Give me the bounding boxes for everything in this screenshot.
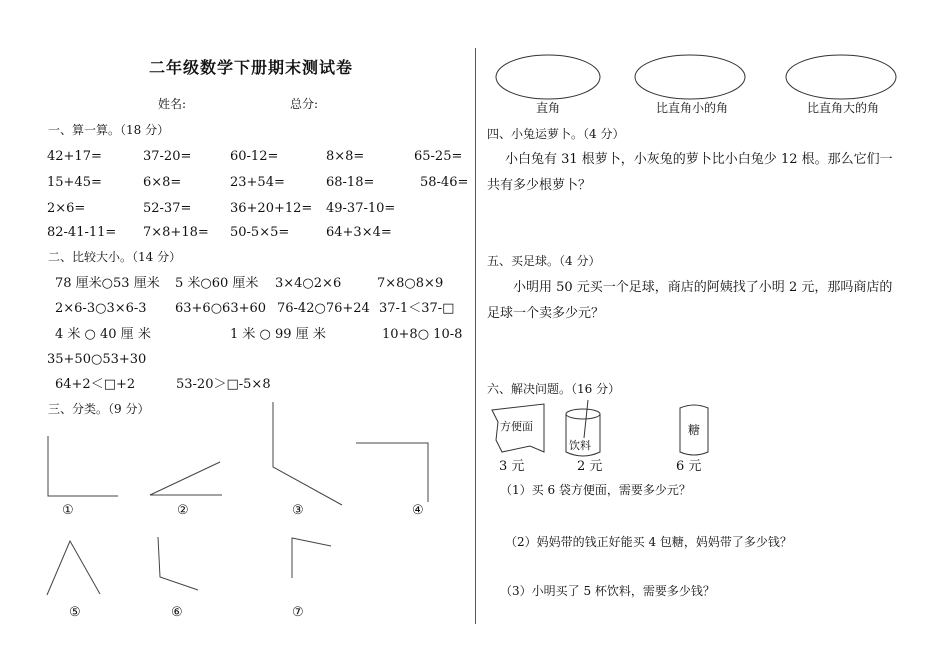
section5-text-line1: 小明用 50 元买一个足球，商店的阿姨找了小明 2 元，那吗商店的 <box>513 280 893 295</box>
section4-text-line2: 共有多少根萝卜？ <box>487 178 592 193</box>
compare-item: 7×8○8×9 <box>377 276 444 291</box>
angle-figure-7 <box>292 538 331 578</box>
score-label: 总分: <box>290 97 319 111</box>
candy-label: 糖 <box>688 423 701 437</box>
compare-item: 64+2＜□+2 <box>55 377 136 392</box>
question-1: （1）买 6 袋方便面，需要多少元？ <box>500 483 691 497</box>
oval-right-angle <box>496 55 600 99</box>
calc-item: 82-41-11= <box>47 225 117 240</box>
calc-item: 58-46= <box>420 175 469 190</box>
section4-heading: 四、小兔运萝卜。（4 分） <box>487 127 625 141</box>
angle-figure-6 <box>158 537 198 590</box>
angle-figure-1 <box>48 436 118 496</box>
compare-item: 53-20＞□-5×8 <box>176 377 271 392</box>
noodle-label: 方便面 <box>500 420 533 433</box>
figure-label-3: ③ <box>292 503 304 518</box>
angle-figure-3 <box>273 402 342 505</box>
compare-item: 78 厘米○53 厘米 <box>55 276 160 291</box>
section1-heading: 一、算一算。（18 分） <box>48 123 170 137</box>
candy-price: 6 元 <box>676 459 702 474</box>
figure-label-5: ⑤ <box>69 605 81 620</box>
section6-heading: 六、解决问题。（16 分） <box>487 382 621 396</box>
page-title: 二年级数学下册期末测试卷 <box>149 58 354 77</box>
compare-item: 3×4○2×6 <box>275 276 342 291</box>
compare-item: 63+6○63+60 <box>175 301 267 316</box>
calc-item: 49-37-10= <box>326 201 396 216</box>
section3-heading: 三、分类。（9 分） <box>48 402 150 416</box>
compare-item: 10+8○ 10-8 <box>382 327 463 342</box>
drink-label: 饮料 <box>569 439 591 452</box>
calc-item: 42+17= <box>47 149 102 164</box>
section5-text-line2: 足球一个卖多少元？ <box>487 306 605 321</box>
figure-label-7: ⑦ <box>292 605 304 620</box>
figure-label-2: ② <box>177 503 189 518</box>
section4-text-line1: 小白兔有 31 根萝卜，小灰兔的萝卜比小白兔少 12 根。那么它们一 <box>505 152 893 167</box>
angle-figure-2 <box>150 462 222 495</box>
compare-item: 4 米 ○ 40 厘 米 <box>55 327 151 342</box>
question-2: （2）妈妈带的钱正好能买 4 包糖，妈妈带了多少钱？ <box>505 535 792 549</box>
calc-item: 7×8+18= <box>143 225 209 240</box>
calc-item: 52-37= <box>143 201 192 216</box>
calc-item: 37-20= <box>143 149 192 164</box>
compare-item: 2×6-3○3×6-3 <box>55 301 147 316</box>
question-3: （3）小明买了 5 杯饮料，需要多少钱？ <box>500 584 715 598</box>
compare-item: 37-1＜37-□ <box>379 301 455 316</box>
calc-item: 60-12= <box>230 149 279 164</box>
calc-item: 64+3×4= <box>326 225 392 240</box>
figure-label-1: ① <box>62 503 74 518</box>
calc-item: 65-25= <box>414 149 463 164</box>
calc-item: 15+45= <box>47 175 102 190</box>
calc-item: 8×8= <box>326 149 365 164</box>
figure-label-6: ⑥ <box>171 605 183 620</box>
calc-item: 23+54= <box>230 175 285 190</box>
calc-item: 50-5×5= <box>230 225 290 240</box>
compare-item: 1 米 ○ 99 厘 米 <box>230 327 326 342</box>
column-divider <box>475 48 476 624</box>
drink-price: 2 元 <box>577 459 603 474</box>
angle-figure-5 <box>47 541 100 595</box>
oval-acute-angle <box>635 55 745 99</box>
category-obtuse-angle: 比直角大的角 <box>807 101 880 115</box>
calc-item: 2×6= <box>47 201 86 216</box>
compare-item: 5 米○60 厘米 <box>175 276 259 291</box>
figure-label-4: ④ <box>412 503 424 518</box>
calc-item: 6×8= <box>143 175 182 190</box>
category-right-angle: 直角 <box>536 101 561 115</box>
compare-item: 35+50○53+30 <box>47 352 147 367</box>
name-label: 姓名: <box>158 97 187 111</box>
oval-obtuse-angle <box>786 55 896 99</box>
noodle-price: 3 元 <box>499 459 525 474</box>
category-acute-angle: 比直角小的角 <box>656 101 729 115</box>
calc-item: 36+20+12= <box>230 201 313 216</box>
section2-heading: 二、比较大小。（14 分） <box>48 250 182 264</box>
compare-item: 76-42○76+24 <box>277 301 370 316</box>
section5-heading: 五、买足球。（4 分） <box>487 254 601 268</box>
angle-figure-4 <box>356 443 428 502</box>
calc-item: 68-18= <box>326 175 375 190</box>
